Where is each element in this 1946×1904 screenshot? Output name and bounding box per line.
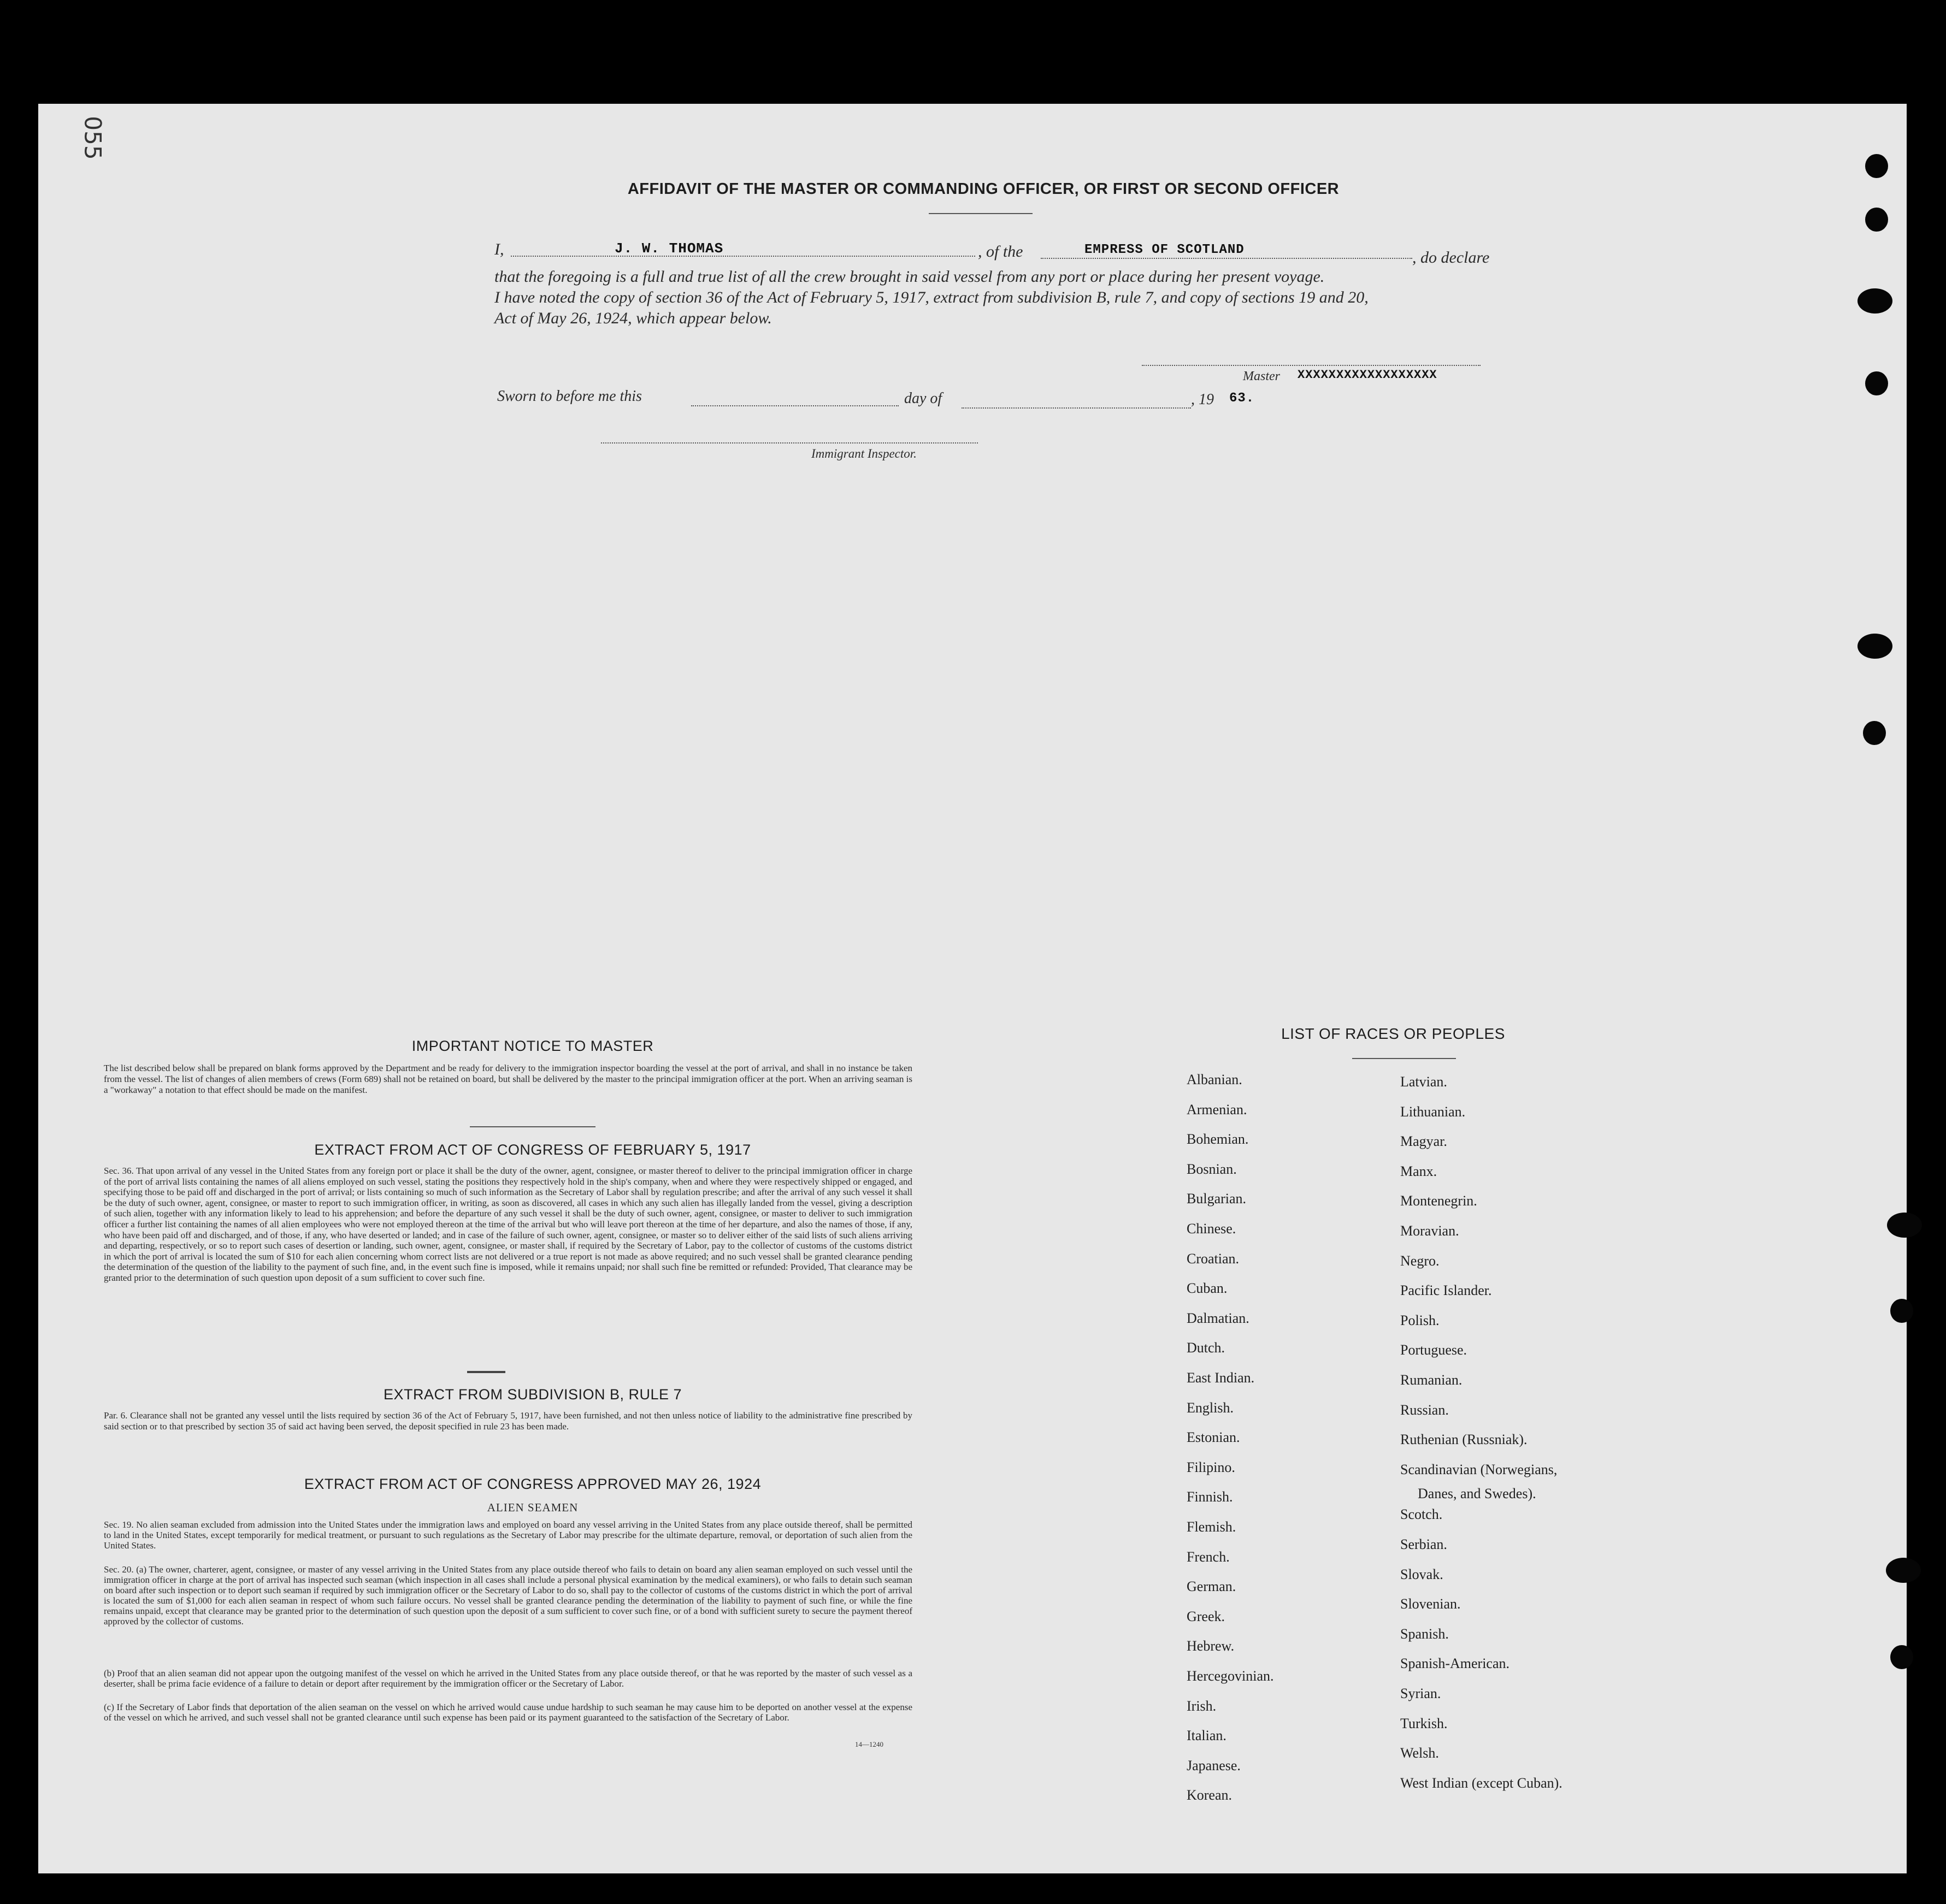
punch-hole (1857, 634, 1892, 659)
race-item: Korean. (1187, 1787, 1233, 1804)
race-item: Rumanian. (1400, 1372, 1463, 1388)
divider (470, 1126, 595, 1127)
race-item: Scotch. (1400, 1506, 1443, 1523)
day-of-label: day of (904, 390, 942, 407)
notice-text: The list described below shall be prepared on blank forms approved by the Department and be ready for delivery to the immigration inspector boarding the vessel at the port of arrival, and shall in no instance be taken from the vessel. The list of changes of alien members of crews (Form 689) shall not be retained on board, but shall be delivered by the master to the principal immigration officer at the port. When an arriving seaman is a "workaway" a notation to that effect should be made on the manifest. (104, 1063, 912, 1095)
divider (467, 1371, 505, 1373)
punch-hole (1863, 721, 1886, 745)
race-item: Cuban. (1187, 1280, 1228, 1297)
sec-20b-text: (b) Proof that an alien seaman did not appear upon the outgoing manifest of the vessel on which he arrived in the United States from any place outside thereof, or that he was reported by the master of such vessel as a deserter, shall be prima facie evidence of a failure to detain or deport after requirement by the immigration officer or the Secretary of Labor. (104, 1668, 912, 1689)
race-item: Lithuanian. (1400, 1103, 1466, 1120)
declaration-line-1: that the foregoing is a full and true list of all the crew brought in said vessel from any port or place during her present voyage. (494, 268, 1325, 286)
master-signature-value: XXXXXXXXXXXXXXXXXX (1298, 368, 1437, 382)
race-item: Scandinavian (Norwegians, (1400, 1461, 1558, 1477)
punch-hole (1865, 208, 1888, 232)
punch-hole (1890, 1645, 1913, 1669)
race-item: Italian. (1187, 1728, 1226, 1744)
sec-20c-text: (c) If the Secretary of Labor finds that deportation of the alien seaman on the vessel on which he arrived would cause undue hardship to such seaman he may cause him to be deported on another vessel at the expense of the vessel on which he arrived, and such vessel shall not be granted clearance until such expense has been paid or its payment guaranteed to the satisfaction of the Secretary of Labor. (104, 1702, 912, 1723)
of-the-label: , of the (978, 243, 1023, 261)
race-item: Welsh. (1400, 1745, 1439, 1761)
race-item: Hebrew. (1187, 1638, 1235, 1654)
title-underline (929, 213, 1033, 214)
race-item: Slovak. (1400, 1566, 1443, 1582)
race-item: Russian. (1400, 1402, 1449, 1418)
vessel-name-value: EMPRESS OF SCOTLAND (1084, 243, 1245, 257)
subdivision-b-text: Par. 6. Clearance shall not be granted any vessel until the lists required by section 36 of the Act of February 5, 1917, have been furnished, and not then unless notice of liability to the administrative fine prescribed by said section or to that prescribed by section 35 of said act having been served, the deposit specified in rule 23 has been made. (104, 1410, 912, 1432)
race-item: Syrian. (1400, 1686, 1441, 1701)
inspector-label: Immigrant Inspector. (811, 447, 917, 460)
race-item: Latvian. (1400, 1074, 1447, 1090)
notice-title: IMPORTANT NOTICE TO MASTER (411, 1038, 654, 1054)
punch-hole (1857, 288, 1892, 314)
race-item: Albanian. (1187, 1072, 1242, 1087)
race-item: Montenegrin. (1400, 1193, 1477, 1209)
race-item: Estonian. (1187, 1429, 1240, 1446)
i-label: I, (494, 240, 504, 258)
margin-note: 055 (79, 116, 107, 160)
form-number: 14—1240 (855, 1740, 883, 1748)
alien-seamen-subtitle: ALIEN SEAMEN (487, 1501, 579, 1514)
race-item: Ruthenian (Russniak). (1400, 1432, 1528, 1448)
extract-1924-title: EXTRACT FROM ACT OF CONGRESS APPROVED MAY 26, 1924 (304, 1476, 762, 1492)
punch-hole (1865, 371, 1888, 395)
master-signature-line (1142, 365, 1481, 366)
affidavit-title: AFFIDAVIT OF THE MASTER OR COMMANDING OFFICER, OR FIRST OR SECOND OFFICER (627, 180, 1340, 198)
punch-hole (1890, 1299, 1913, 1323)
race-item: Bulgarian. (1187, 1191, 1247, 1207)
races-title-underline (1352, 1058, 1456, 1059)
race-item: Finnish. (1187, 1489, 1233, 1505)
subdivision-b-title: EXTRACT FROM SUBDIVISION B, RULE 7 (383, 1386, 682, 1403)
race-item: German. (1187, 1578, 1236, 1595)
race-item: Portuguese. (1400, 1342, 1467, 1358)
master-label: Master (1243, 369, 1280, 383)
race-item: Croatian. (1187, 1250, 1240, 1267)
race-item: Manx. (1400, 1163, 1437, 1179)
race-item: French. (1187, 1548, 1230, 1565)
race-item: Armenian. (1187, 1101, 1247, 1117)
race-item: Danes, and Swedes). (1418, 1486, 1536, 1501)
extract-1917-text: Sec. 36. That upon arrival of any vessel in the United States from any foreign port or place it shall be the duty of the owner, agent, consignee, or master thereof to deliver to the principal immigration officer in charge of the port of arrival lists containing the names of all aliens employed on such vessel, stating the positions they respectively hold in the ship's company, when and where they were respectively shipped or engaged, and specifying those to be paid off and discharged in the port of arrival; or lists containing so much of such information as the Secretary of Labor shall by regulation prescribe; and after the arrival of any such vessel it shall be the duty of such owner, agent, consignee, or master to report to such immigration officer, in writing, as soon as discovered, all cases in which any such alien has illegally landed from the vessel, giving a description of such alien, together with any information likely to lead to his apprehension; and before the departure of any such vessel it shall be the duty of such owner, agent, consignee, or master to deliver to such immigration officer a further list containing the names of all alien employees who were not employed thereon at the time of the arrival but who will leave port thereon at the time of her departure, and also the names of those, if any, who have been paid off and discharged, and of those, if any, who have deserted or landed; and in case of the failure of such owner, agent, consignee, or master so to deliver either of the said lists of such aliens arriving and departing, respectively, or so to report such cases of desertion or landing, such owner, agent, consignee, or master shall, if required by the Secretary of Labor, pay to the collector of customs of the customs district in which the port of arrival is located the sum of $10 for each alien concerning whom correct lists are not delivered or a true report is not made as above required; and no such vessel shall be granted clearance pending the determination of the question of the liability to the payment of such fine, and, in the event such fine is imposed, while it remains unpaid; nor shall such fine be remitted or refunded: Provided, That clearance may be granted prior to the determination of such question upon deposit of a sum sufficient to cover such fine. (104, 1166, 912, 1283)
year-label: , 19 (1191, 391, 1214, 408)
race-item: Spanish. (1400, 1625, 1449, 1642)
race-item: Dutch. (1187, 1340, 1225, 1356)
race-item: East Indian. (1187, 1370, 1255, 1386)
do-declare-label: , do declare (1412, 249, 1490, 267)
race-item: Greek. (1187, 1608, 1225, 1624)
race-item: Slovenian. (1400, 1596, 1461, 1612)
races-title: LIST OF RACES OR PEOPLES (1281, 1025, 1505, 1042)
name-line (511, 256, 975, 257)
inspector-signature-line (601, 442, 978, 444)
race-item: Japanese. (1187, 1757, 1241, 1773)
sec-19-text: Sec. 19. No alien seaman excluded from admission into the United States under the immigration laws and employed on board any vessel arriving in the United States from any place outside thereof, shall be permitted to land in the United States, except temporarily for medical treatment, or pursuant to such regulations as the Secretary of Labor may prescribe for the ultimate departure, removal, or deportation of such alien from the United States. (104, 1519, 912, 1551)
declaration-line-3: Act of May 26, 1924, which appear below. (494, 309, 772, 327)
sec-20a-text: Sec. 20. (a) The owner, charterer, agent, consignee, or master of any vessel arriving in the United States from any place outside thereof who fails to detain on board any alien seaman employed on such vessel until the immigration officer in charge at the port of arrival has inspected such seaman (which inspection in all cases shall include a personal physical examination by the medical examiners), or who fails to detain such seaman on board after such inspection or to deport such seaman if required by such immigration officer or the Secretary of Labor to do so, shall pay to the collector of customs of the customs district in which the port of arrival is located the sum of $1,000 for each alien seaman in respect of whom such failure occurs. No vessel shall be granted clearance pending the determination of the liability to payment of such fine, or while the fine remains unpaid, except that clearance may be granted prior to the determination of such question upon the deposit of a sum sufficient to cover such fine, or of a bond with sufficient surety to secure the payment thereof approved by the collector of customs. (104, 1564, 912, 1627)
race-item: Serbian. (1400, 1536, 1447, 1552)
sworn-label: Sworn to before me this (497, 388, 642, 405)
race-item: Flemish. (1187, 1519, 1236, 1535)
vessel-line (1041, 258, 1412, 259)
extract-1917-title: EXTRACT FROM ACT OF CONGRESS OF FEBRUARY 5, 1917 (314, 1142, 751, 1158)
race-item: Irish. (1187, 1698, 1217, 1714)
sworn-month-line (962, 407, 1191, 409)
race-item: Dalmatian. (1187, 1310, 1249, 1326)
punch-hole (1865, 154, 1888, 178)
race-item: Polish. (1400, 1312, 1440, 1328)
race-item: Moravian. (1400, 1223, 1459, 1239)
race-item: West Indian (except Cuban). (1400, 1775, 1562, 1791)
race-item: Bosnian. (1187, 1161, 1237, 1177)
race-item: Turkish. (1400, 1715, 1448, 1731)
race-item: Spanish-American. (1400, 1655, 1510, 1672)
sworn-day-line (691, 405, 899, 406)
race-item: Hercegovinian. (1187, 1668, 1274, 1684)
declaration-line-2: I have noted the copy of section 36 of the Act of February 5, 1917, extract from subdivision B, rule 7, and copy of sections 19 and 20, (494, 288, 1369, 306)
punch-hole (1887, 1213, 1922, 1238)
race-item: Pacific Islander. (1400, 1282, 1492, 1299)
master-name-value: J. W. THOMAS (615, 240, 724, 257)
race-item: Filipino. (1187, 1459, 1235, 1475)
race-item: Bohemian. (1187, 1131, 1249, 1148)
race-item: English. (1187, 1399, 1234, 1416)
punch-hole (1886, 1558, 1921, 1583)
race-item: Negro. (1400, 1252, 1440, 1269)
race-item: Chinese. (1187, 1221, 1236, 1237)
year-value: 63. (1229, 391, 1255, 406)
race-item: Magyar. (1400, 1133, 1447, 1150)
